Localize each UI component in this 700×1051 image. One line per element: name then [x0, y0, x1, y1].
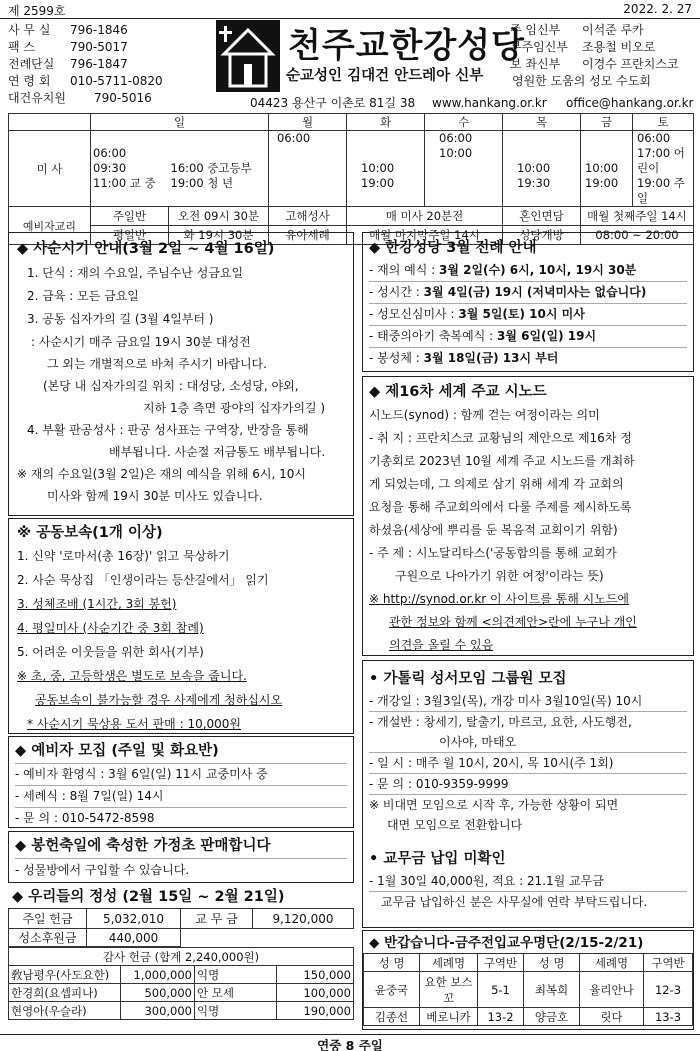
penance-line: 5. 어려운 이웃들을 위한 회사(기부)	[17, 645, 204, 659]
liturgy-line: - 재의 예식 : 3월 2일(수) 6시, 10시, 19시 30분	[369, 260, 687, 282]
synod-line: - 주 제 : 시노달리타스('공동합의를 통해 교회가	[369, 546, 617, 560]
donor-amount: 300,000	[121, 1002, 195, 1020]
dues-line: - 1월 30일 40,000원, 적요 : 21.1월 교무금	[369, 871, 687, 892]
other-c2: 오전 09시 30분	[169, 207, 269, 226]
candle-title: ◆ 봉헌축일에 축성한 가정초 판매합니다	[15, 834, 347, 859]
other-c5: 혼인면담	[503, 207, 581, 226]
thanks-total: 감사 헌금 (합계 2,240,000원)	[9, 948, 354, 966]
church-logo-icon	[216, 20, 280, 92]
penance-line: 1. 신약 '로마서(총 16장)' 읽고 묵상하기	[17, 549, 230, 563]
synod-notice	[362, 376, 694, 656]
other-c4: 매 미사 20분전	[347, 207, 503, 226]
header	[0, 0, 700, 112]
welcome-table	[363, 953, 693, 1026]
synod-line: 하셨음(세상에 뿌리를 둔 복음적 교회이기 위함)	[369, 523, 618, 537]
offering-cell: 5,032,010	[87, 909, 181, 929]
contact-list: 사 무 실 796-1846 팩 스 790-5017 전례단실 796-1847 연 령 회 010-5711-0820 대건유치원 790-5016	[8, 23, 163, 105]
welcome-cell: 릿다	[580, 1008, 644, 1026]
offering-table	[8, 908, 354, 947]
penance-line: 2. 사순 묵상집 「인생이라는 등산길에서」 읽기	[17, 573, 269, 587]
bible-line: - 문 의 : 010-9359-9999	[369, 774, 687, 795]
welcome-header: 구역반	[644, 954, 693, 972]
offering-cell: 성소후원금	[9, 929, 87, 947]
welcome-header: 성 명	[524, 954, 580, 972]
welcome-cell: 요한 보스꼬	[420, 972, 478, 1008]
synod-title: ◆ 제16차 세계 주교 시노드	[369, 384, 547, 400]
lent-line: 지하 1층 측면 광야의 십자가의길 )	[143, 401, 326, 415]
lent-line: 1. 단식 : 재의 수요일, 주님수난 성금요일	[27, 266, 244, 280]
penance-line: 4. 평일미사 (사순기간 중 3회 참례)	[17, 621, 204, 635]
donor-amount: 190,000	[277, 1002, 354, 1020]
mass-sun-2: 16:00 중고등부 19:00 청 년	[169, 131, 269, 207]
mass-schedule-table	[8, 113, 694, 245]
lent-line: 2. 금육 : 모든 금요일	[27, 289, 139, 303]
welcome-cell: 베로니카	[420, 1008, 478, 1026]
mass-fri: 10:00 19:00	[581, 131, 633, 207]
synod-line: 구원으로 나아가기 위한 여정'이라는 뜻)	[395, 569, 604, 583]
mass-mon: 06:00	[269, 131, 347, 207]
offering-cell: 주일 헌금	[9, 909, 87, 929]
catechumen-title: ◆ 예비자 모집 (주일 및 화요반)	[15, 739, 347, 764]
synod-line: 기총회로 2023년 10월 세계 주교 시노드를 개최하	[369, 454, 635, 468]
offering-cell: 9,120,000	[253, 909, 354, 929]
penance-line: 3. 성체조배 (1시간, 3회 봉헌)	[17, 597, 177, 611]
parish-title: 천주교한강성당	[288, 26, 525, 66]
lent-line: ※ 재의 수요일(3월 2일)은 재의 예식을 위해 6시, 10시	[17, 467, 306, 481]
other-c6: 매월 첫째주일 14시	[581, 207, 694, 226]
footer-sunday: 연중 8 주일	[317, 1038, 383, 1051]
donor-name: 익명	[195, 966, 277, 984]
parish-email[interactable]: office@hankang.or.kr	[566, 96, 694, 110]
bible-line: - 개설반 : 창세기, 탈출기, 마르코, 요한, 사도행전,	[369, 715, 632, 729]
donor-amount: 1,000,000	[121, 966, 195, 984]
welcome-cell: 율리안나	[580, 972, 644, 1008]
parish-subtitle: 순교성인 김대건 안드레아 신부	[286, 68, 484, 84]
lent-line: 3. 공동 십자가의 길 (3월 4일부터 )	[27, 312, 214, 326]
liturgy-line: - 성시간 : 3월 4일(금) 19시 (저녁미사는 없습니다)	[369, 282, 687, 304]
lent-line: 미사와 함께 19시 30분 미사도 있습니다.	[47, 489, 263, 503]
welcome-cell: 13-3	[644, 1008, 693, 1026]
catechumen-line: - 세례식 : 8월 7일(일) 14시	[15, 786, 347, 808]
synod-line: 의견을 올릴 수 있음	[389, 638, 494, 652]
donor-name: 敎남평우(사도요한)	[9, 966, 121, 984]
synod-line: 요청을 통해 주교회의에서 다룰 주제를 제시하도록	[369, 500, 632, 514]
donor-amount: 150,000	[277, 966, 354, 984]
penance-line: ※ 초, 중, 고등학생은 별도로 보속을 줍니다.	[17, 669, 247, 683]
other-c6: 08:00 ~ 20:00	[581, 226, 694, 245]
issue-number: 제 2599호	[8, 4, 66, 18]
day-sat: 토	[633, 114, 694, 131]
donor-name: 한경희(요셉피나)	[9, 984, 121, 1002]
mass-label: 미 사	[9, 131, 91, 207]
day-sun: 일	[91, 114, 269, 131]
mass-thu: 10:00 19:30	[503, 131, 581, 207]
donor-amount: 100,000	[277, 984, 354, 1002]
welcome-notice	[362, 930, 694, 1030]
clergy-list: 주 임신부 이석준 루카 부주임신부 조용철 비오로 보 좌신부 이경수 프란치스코 영원한 도움의 성모 수도회	[510, 23, 679, 88]
welcome-title: ◆ 반갑습니다-금주전입교우명단(2/15-2/21)	[369, 935, 644, 951]
liturgy-line: - 태중의아기 축복예식 : 3월 6일(일) 19시	[369, 326, 687, 348]
donor-name: 익명	[195, 1002, 277, 1020]
mass-sun-1: 06:00 09:30 11:00 교 중	[91, 131, 169, 207]
mass-sat: 06:00 17:00 어린이 19:00 주 일	[633, 131, 694, 207]
donor-amount: 500,000	[121, 984, 195, 1002]
welcome-cell: 13-2	[478, 1008, 524, 1026]
day-wed: 수	[425, 114, 503, 131]
dues-line: 교무금 납입하신 분은 사무실에 연락 부탁드립니다.	[381, 895, 648, 909]
bible-line: - 일 시 : 매주 월 10시, 20시, 목 10시(주 1회)	[369, 753, 687, 774]
other-c1: 주일반	[91, 207, 169, 226]
welcome-header: 구역반	[478, 954, 524, 972]
parish-website[interactable]: www.hankang.or.kr	[432, 96, 547, 110]
catechumen-line: - 예비자 환영식 : 3월 6일(일) 11시 교중미사 중	[15, 764, 347, 786]
candle-line: - 성물방에서 구입할 수 있습니다.	[15, 863, 190, 877]
donor-name: 현영아(우슬라)	[9, 1002, 121, 1020]
other-c2: 화 19시 30분	[169, 226, 269, 245]
penance-line: 공동보속이 불가능할 경우 사제에게 청하십시오	[35, 693, 283, 707]
synod-line: 게 되었는데, 그 의제로 삼기 위해 세계 각 교회의	[369, 477, 624, 491]
liturgy-notice	[362, 232, 694, 372]
catechumen-notice	[8, 736, 354, 828]
mass-tue: 10:00 19:00	[347, 131, 425, 207]
welcome-cell: 12-3	[644, 972, 693, 1008]
issue-date: 2022. 2. 27	[623, 2, 692, 16]
other-c1: 평일반	[91, 226, 169, 245]
candle-sale-notice	[8, 831, 354, 883]
mass-wed: 06:00 10:00	[425, 131, 503, 207]
welcome-cell: 양금호	[524, 1008, 580, 1026]
day-thu: 목	[503, 114, 581, 131]
bible-line: - 개강일 : 3월3일(목), 개강 미사 3월10일(목) 10시	[369, 691, 687, 712]
liturgy-line: - 봉성체 : 3월 18일(금) 13시 부터	[369, 351, 559, 365]
other-c5: 성당개방	[503, 226, 581, 245]
day-tue: 화	[347, 114, 425, 131]
penance-line: * 사순시기 묵상용 도서 판매 : 10,000원	[27, 717, 242, 731]
bible-line: ※ 비대면 모임으로 시작 후, 가능한 상황이 되면	[369, 798, 619, 812]
welcome-header: 세례명	[420, 954, 478, 972]
catechism-label: 예비자교리	[9, 207, 91, 245]
lent-line: (본당 내 십자가의길 위치 : 대성당, 소성당, 야외,	[43, 379, 299, 393]
parish-address: 04423 용산구 이촌로 81길 38	[250, 96, 416, 110]
lent-notice	[8, 232, 354, 516]
bible-line: 대면 모임으로 전환합니다	[387, 818, 523, 832]
other-c4: 매월 마지막주일 14시	[347, 226, 503, 245]
other-c3: 고해성사	[269, 207, 347, 226]
synod-line: 관한 정보와 함께 <의견제안>란에 누구나 개인	[389, 615, 637, 629]
synod-line: - 취 지 : 프란치스코 교황님의 제안으로 제16차 정	[369, 431, 632, 445]
lent-line: 그 외는 개별적으로 바쳐 주시기 바랍니다.	[47, 357, 267, 371]
day-fri: 금	[581, 114, 633, 131]
catechumen-line: - 문 의 : 010-5472-8598	[15, 811, 155, 825]
lent-line: 배부됩니다. 사순절 저금통도 배부됩니다.	[109, 445, 326, 459]
bible-study-notice	[362, 660, 694, 928]
synod-link[interactable]: ※ http://synod.or.kr 이 사이트를 통해 시노드에	[369, 592, 630, 606]
welcome-cell: 윤중국	[364, 972, 420, 1008]
donor-name: 안 모세	[195, 984, 277, 1002]
liturgy-title: ◆ 한강성당 3월 전례 안내	[369, 240, 537, 256]
day-mon: 월	[269, 114, 347, 131]
dues-title: • 교무금 납입 미확인	[369, 851, 506, 867]
bible-line: 이사야, 마태오	[369, 732, 687, 753]
lent-line: 4. 부활 판공성사 : 판공 성사표는 구역장, 반장을 통해	[27, 423, 309, 437]
lent-title: ◆ 사순시기 안내(3월 2일 ~ 4월 16일)	[17, 241, 275, 257]
penance-title: ※ 공동보속(1개 이상)	[17, 525, 163, 541]
offering-section	[8, 886, 354, 1020]
synod-line: 시노드(synod) : 함께 걷는 여정이라는 의미	[369, 408, 600, 422]
thanks-table	[8, 947, 354, 1020]
welcome-cell: 5-1	[478, 972, 524, 1008]
welcome-cell: 최복희	[524, 972, 580, 1008]
liturgy-line: - 성모신심미사 : 3월 5일(토) 10시 미사	[369, 304, 687, 326]
lent-line: : 사순시기 매주 금요일 19시 30분 대성전	[31, 335, 251, 349]
welcome-header: 성 명	[364, 954, 420, 972]
bible-title: • 가톨릭 성서모임 그룹원 모집	[369, 671, 567, 687]
welcome-cell: 김종선	[364, 1008, 420, 1026]
offering-cell: 440,000	[87, 929, 181, 947]
offering-cell: 교 무 금	[181, 909, 253, 929]
welcome-header: 세례명	[580, 954, 644, 972]
other-c3: 유아세례	[269, 226, 347, 245]
penance-notice	[8, 518, 354, 734]
offering-title: ◆ 우리들의 정성 (2월 15일 ~ 2월 21일)	[12, 889, 285, 905]
